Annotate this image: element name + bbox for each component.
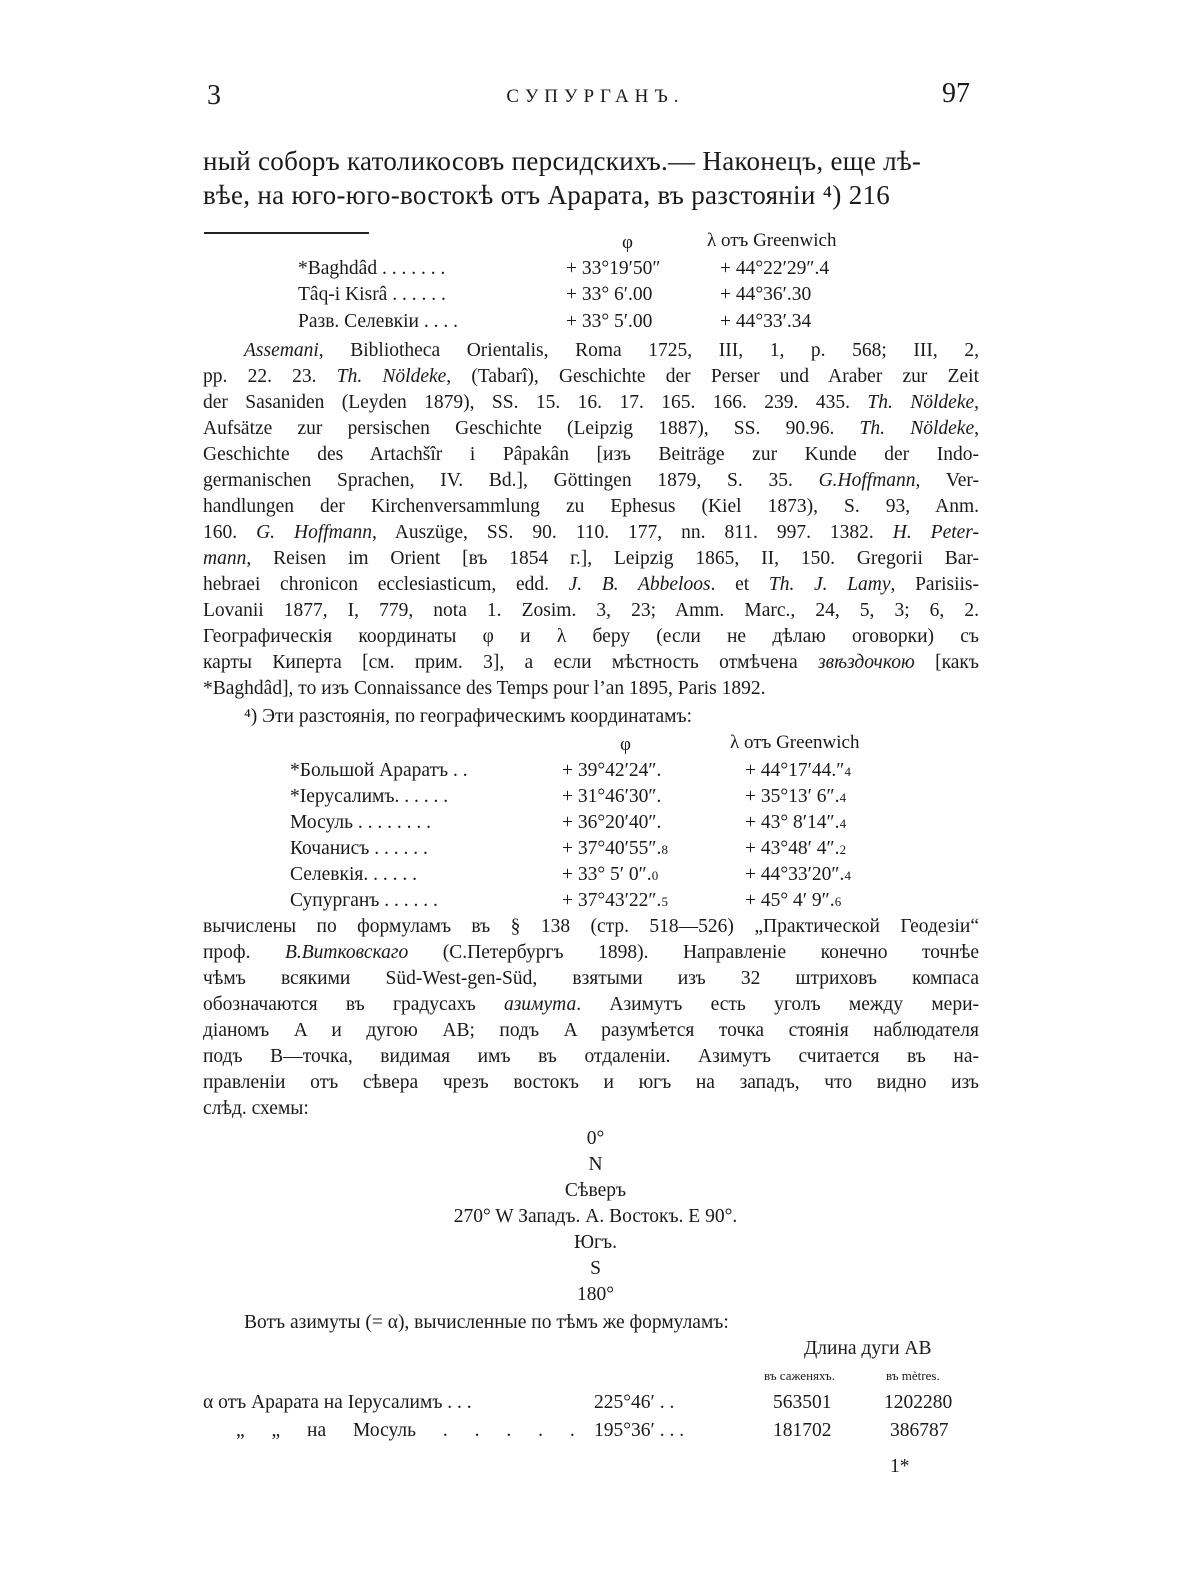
compass-north: Сѣверъ	[564, 1180, 627, 1201]
table2-row-lambda: + 43°48′ 4″.2	[745, 838, 847, 859]
table1-row-phi: + 33° 6′.00	[566, 284, 653, 305]
footnote4-line: обозначаются въ градусахъ азимута. Азимутъ есть уголъ между мери-	[203, 994, 980, 1015]
azimuth-row-label: „ „ на Мосуль . . . . .	[236, 1420, 575, 1441]
footnote4-line: вычислены по формуламъ въ § 138 (стр. 518—526) „Практической Геодезіи“	[203, 916, 979, 937]
table1-row-lambda: + 44°22′29″.4	[720, 258, 830, 279]
footnote4-line: чѣмъ всякими Süd-West-gen-Süd, взятыми изъ 32 штриховъ компаса	[203, 968, 979, 989]
running-title: СУПУРГАНЪ.	[506, 86, 685, 107]
table1-row-name: *Baghdâd . . . . . . .	[298, 258, 446, 279]
table1-lambda-header: λ отъ Greenwich	[707, 230, 837, 251]
table1-row-name: Tâq-i Kisrâ . . . . . .	[298, 284, 446, 305]
footnote3-line: Assemani, Bibliotheca Orientalis, Roma 1725, III, 1, p. 568; III, 2,	[244, 340, 979, 361]
footnote3-line: 160. G. Hoffmann, Auszüge, SS. 90. 110. 177, nn. 811. 997. 1382. H. Peter-	[203, 522, 979, 543]
arc-length-header: Длина дуги AB	[804, 1338, 932, 1359]
table2-row-name: Мосуль . . . . . . . .	[290, 812, 432, 833]
azimuth-row-angle: 225°46′ . .	[594, 1392, 675, 1413]
table2-row-name: Супурганъ . . . . . .	[290, 890, 438, 911]
azimuth-row-metres: 1202280	[884, 1392, 953, 1413]
footnote3-line: Aufsätze zur persischen Geschichte (Leipzig 1887), SS. 90.96. Th. Nöldeke,	[203, 418, 979, 439]
table2-row-lambda: + 43° 8′14″.4	[745, 812, 847, 833]
table1-row-lambda: + 44°36′.30	[720, 284, 812, 305]
azimuth-row-sazhen: 563501	[773, 1392, 832, 1413]
footnote3-line: hebraei chronicon ecclesiasticum, edd. J. B. Abbeloos. et Th. J. Lamy, Parisiis-	[203, 574, 979, 595]
table2-row-name: *Большой Араратъ . .	[290, 760, 468, 781]
table1-row-phi: + 33°19′50″	[566, 258, 661, 279]
footnote3-line: handlungen der Kirchenversammlung zu Ephesus (Kiel 1873), S. 93, Anm.	[203, 496, 979, 517]
table2-row-phi: + 37°40′55″.8	[562, 838, 668, 859]
compass-n: N	[588, 1154, 603, 1175]
compass-top-degree: 0°	[586, 1128, 605, 1149]
table2-row-name: Селевкія. . . . . .	[290, 864, 417, 885]
footnote4-line: подъ B—точка, видимая имъ въ отдаленіи. Азимутъ считается въ на-	[203, 1046, 979, 1067]
table2-row-name: *Іерусалимъ. . . . . .	[290, 786, 449, 807]
footnote3-line: Географическія координаты φ и λ беру (если не дѣлаю оговорки) съ	[203, 626, 979, 647]
table2-row-lambda: + 44°17′44.″4	[745, 760, 851, 781]
footnote3-line: germanischen Sprachen, IV. Bd.], Göttingen 1879, S. 35. G.Hoffmann, Ver-	[203, 470, 979, 491]
footnote3-line: der Sasaniden (Leyden 1879), SS. 15. 16. 17. 165. 166. 239. 435. Th. Nöldeke,	[203, 392, 979, 413]
table2-row-lambda: + 35°13′ 6″.4	[745, 786, 847, 807]
footnote4-line: проф. В.Витковскаго (С.Петербургъ 1898). Направленіе конечно точнѣе	[203, 942, 979, 963]
footnote3-line: mann, Reisen im Orient [въ 1854 г.], Leipzig 1865, II, 150. Gregorii Bar-	[203, 548, 979, 569]
footnote3-line: *Baghdâd], то изъ Connaissance des Temps pour l’an 1895, Paris 1892.	[203, 678, 766, 699]
footnote3-line: Geschichte des Artachšîr i Pâpakân [изъ Beiträge zur Kunde der Indo-	[203, 444, 979, 465]
table2-row-phi: + 33° 5′ 0″.0	[562, 864, 659, 885]
azimuth-row-sazhen: 181702	[773, 1420, 832, 1441]
compass-bottom-degree: 180°	[576, 1284, 615, 1305]
table2-row-phi: + 36°20′40″.	[562, 812, 662, 833]
table2-row-lambda: + 44°33′20″.4	[745, 864, 851, 885]
table1-phi-header: φ	[622, 232, 633, 253]
table1-row-lambda: + 44°33′.34	[720, 311, 812, 332]
table2-row-phi: + 37°43′22″.5	[562, 890, 668, 911]
table2-row-phi: + 31°46′30″.	[562, 786, 662, 807]
footnote4-line: правленіи отъ сѣвера чрезъ востокъ и югъ на западъ, что видно изъ	[203, 1072, 979, 1093]
table2-row-name: Кочанисъ . . . . . .	[290, 838, 428, 859]
metres-header: въ mètres.	[886, 1368, 940, 1383]
compass-middle: 270° W Западъ. A. Востокъ. E 90°.	[453, 1206, 738, 1227]
table1-row-name: Разв. Селевкіи . . . .	[298, 311, 458, 332]
page-number: 97	[942, 78, 970, 109]
main-text-line-1: ный соборъ католикосовъ персидскихъ.— Наконецъ, еще лѣ-	[203, 146, 922, 176]
footnote3-line: Lovanii 1877, I, 779, nota 1. Zosim. 3, 23; Amm. Marc., 24, 5, 3; 6, 2.	[203, 600, 979, 621]
footnote3-line: карты Киперта [см. прим. 3], а если мѣстность отмѣчена звѣздочкою [какъ	[203, 652, 979, 673]
table2-row-lambda: + 45° 4′ 9″.6	[745, 890, 842, 911]
header-left-number: 3	[207, 80, 221, 111]
sazhen-header: въ саженяхъ.	[764, 1368, 835, 1383]
footnote4-intro: ⁴) Эти разстоянія, по географическимъ координатамъ:	[244, 706, 692, 727]
compass-south: Югъ.	[574, 1232, 617, 1253]
azimuth-row-angle: 195°36′ . . .	[594, 1420, 685, 1441]
compass-s: S	[590, 1258, 601, 1279]
table2-row-phi: + 39°42′24″.	[562, 760, 662, 781]
footnote-rule	[204, 232, 369, 234]
footnote4-line: слѣд. схемы:	[203, 1098, 309, 1119]
footnote3-line: pp. 22. 23. Th. Nöldeke, (Tabarî), Geschichte der Perser und Araber zur Zeit	[203, 366, 980, 387]
azimuth-row-label: α отъ Арарата на Іерусалимъ . . .	[203, 1392, 472, 1413]
table1-row-phi: + 33° 5′.00	[566, 311, 653, 332]
azimuth-row-metres: 386787	[890, 1420, 949, 1441]
azimuth-intro: Вотъ азимуты (= α), вычисленные по тѣмъ же формуламъ:	[244, 1312, 729, 1333]
main-text-line-2: вѣе, на юго-юго-востокѣ отъ Арарата, въ разстояніи ⁴) 216	[203, 180, 891, 210]
footnote4-line: діаномъ A и дугою AB; подъ A разумѣется точка стоянія наблюдателя	[203, 1020, 979, 1041]
table2-phi-header: φ	[620, 734, 631, 755]
table2-lambda-header: λ отъ Greenwich	[730, 732, 860, 753]
signature-mark: 1*	[890, 1456, 910, 1477]
